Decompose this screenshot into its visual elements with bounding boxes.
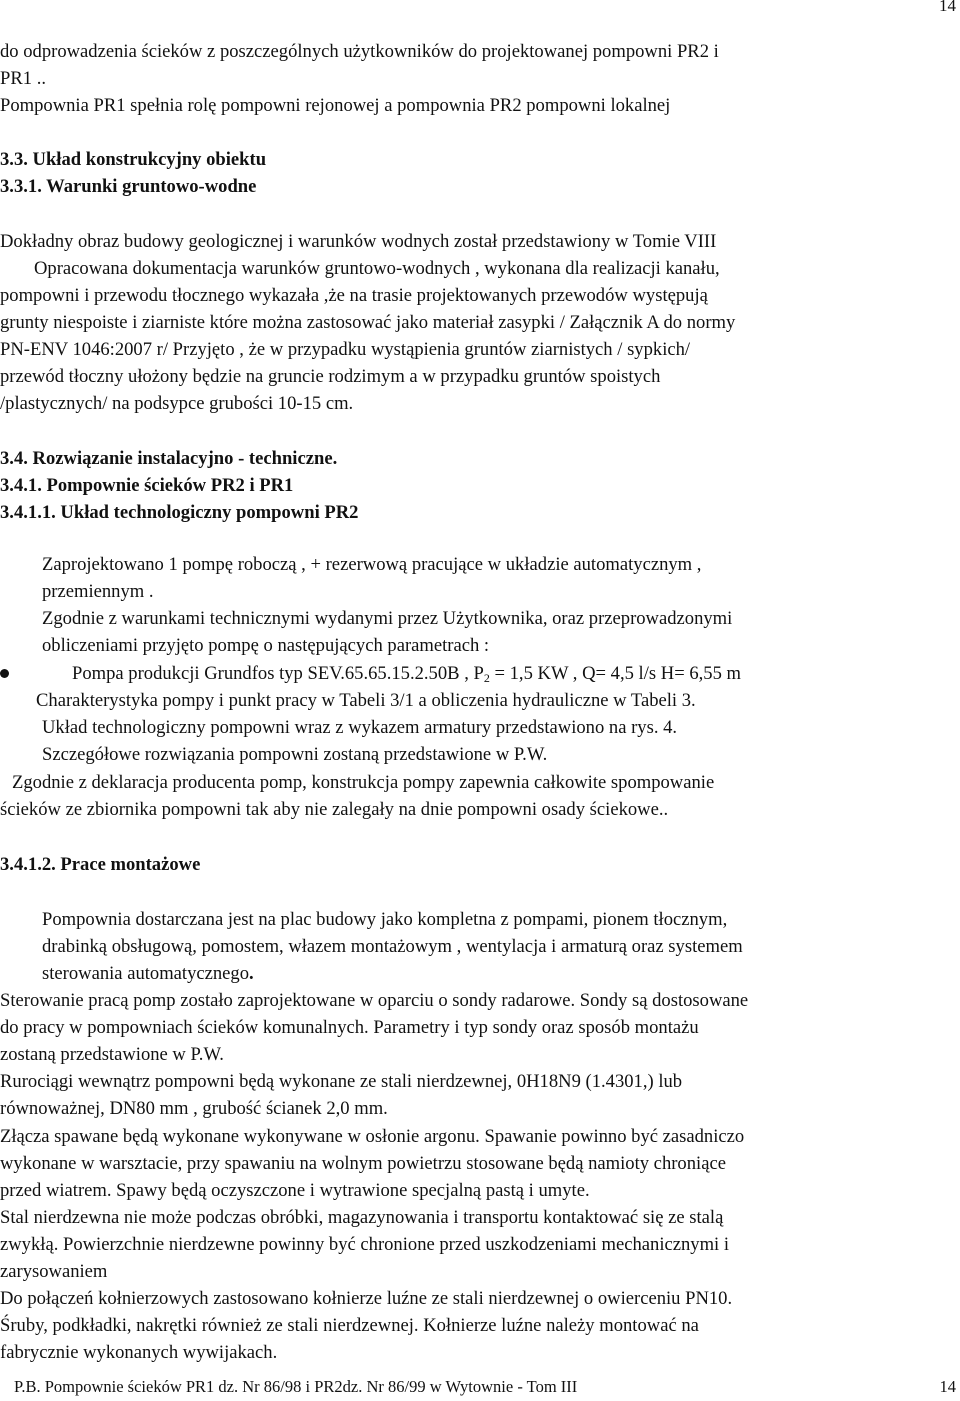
section-heading: 3.3. Układ konstrukcyjny obiektu bbox=[0, 149, 267, 170]
body-line: Zaprojektowano 1 pompę roboczą , + rezerwową pracujące w układzie automatycznym , bbox=[42, 554, 702, 575]
body-line: do pracy w pompowniach ścieków komunalnych. Parametry i typ sondy oraz sposób montażu bbox=[0, 1017, 699, 1038]
pump-spec-text-end: = 1,5 KW , Q= 4,5 l/s H= 6,55 m bbox=[489, 663, 741, 684]
pump-spec-text: Pompa produkcji Grundfos typ SEV.65.65.15.2.50B , P bbox=[72, 663, 484, 684]
section-heading: 3.4.1.2. Prace montażowe bbox=[0, 854, 201, 875]
body-line-text: sterowania automatycznego bbox=[42, 963, 250, 984]
body-line: przemiennym . bbox=[42, 581, 154, 602]
body-line bbox=[42, 962, 254, 986]
body-line: zwykłą. Powierzchnie nierdzewne powinny być chronione przed uszkodzeniami mechanicznymi i bbox=[0, 1234, 730, 1255]
body-line: Zgodnie z deklaracja producenta pomp, konstrukcja pompy zapewnia całkowite spompowanie bbox=[12, 772, 715, 793]
body-line: przed wiatrem. Spawy będą oczyszczone i wytrawione specjalną pastą i umyte. bbox=[0, 1180, 590, 1201]
section-heading: 3.4. Rozwiązanie instalacyjno - techniczne. bbox=[0, 448, 338, 469]
body-line: obliczeniami przyjęto pompę o następujących parametrach : bbox=[42, 635, 490, 656]
body-line: Pompownia dostarczana jest na plac budowy jako kompletna z pompami, pionem tłocznym, bbox=[42, 909, 728, 930]
body-line: ścieków ze zbiornika pompowni tak aby nie zalegały na dnie pompowni osady ściekowe.. bbox=[0, 799, 669, 820]
body-line: wykonane w warsztacie, przy spawaniu na wolnym powietrzu stosowane będą namioty chroniące bbox=[0, 1153, 726, 1174]
section-heading: 3.4.1.1. Układ technologiczny pompowni PR2 bbox=[0, 502, 359, 523]
body-line: PN-ENV 1046:2007 r/ Przyjęto , że w przypadku wystąpienia gruntów ziarnistych / sypkich/ bbox=[0, 339, 691, 360]
body-line: zarysowaniem bbox=[0, 1261, 108, 1282]
body-line: Zgodnie z warunkami technicznymi wydanymi przez Użytkownika, oraz przeprowadzonymi bbox=[42, 608, 733, 629]
body-line: Stal nierdzewna nie może podczas obróbki, magazynowania i transportu kontaktować się ze stalą bbox=[0, 1207, 724, 1228]
body-line: Szczegółowe rozwiązania pompowni zostaną przedstawione w P.W. bbox=[42, 744, 548, 765]
page-number-top: 14 bbox=[939, 0, 956, 15]
body-line: Rurociągi wewnątrz pompowni będą wykonane ze stali nierdzewnej, 0H18N9 (1.4301,) lub bbox=[0, 1071, 683, 1092]
body-line: grunty niespoiste i ziarniste które można zastosować jako materiał zasypki / Załącznik A do normy bbox=[0, 312, 736, 333]
body-line: zostaną przedstawione w P.W. bbox=[0, 1044, 224, 1065]
body-line: fabrycznie wykonanych wywijakach. bbox=[0, 1342, 278, 1363]
body-line: Charakterystyka pompy i punkt pracy w Tabeli 3/1 a obliczenia hydrauliczne w Tabeli 3. bbox=[36, 690, 696, 711]
body-line: Śruby, podkładki, nakrętki również ze stali nierdzewnej. Kołnierze luźne należy montować na bbox=[0, 1315, 699, 1336]
body-line-period: . bbox=[249, 963, 254, 984]
section-heading: 3.3.1. Warunki gruntowo-wodne bbox=[0, 176, 257, 197]
body-line: Opracowana dokumentacja warunków gruntowo-wodnych , wykonana dla realizacji kanału, bbox=[34, 258, 720, 279]
body-line: przewód tłoczny ułożony będzie na gruncie rodzimym a w przypadku gruntów spoistych bbox=[0, 366, 661, 387]
pump-spec-subscript: 2 bbox=[483, 671, 490, 685]
bullet-icon bbox=[0, 669, 9, 678]
body-line: PR1 .. bbox=[0, 68, 46, 89]
body-line: równoważnej, DN80 mm , grubość ścianek 2,0 mm. bbox=[0, 1098, 388, 1119]
footer-page-number: 14 bbox=[939, 1377, 956, 1396]
pump-spec-line bbox=[72, 662, 741, 686]
body-line: pompowni i przewodu tłocznego wykazała ,że na trasie projektowanych przewodów występują bbox=[0, 285, 708, 306]
body-line: Do połączeń kołnierzowych zastosowano kołnierze luźne ze stali nierdzewnej o owierceniu PN10. bbox=[0, 1288, 733, 1309]
body-line: Pompownia PR1 spełnia rolę pompowni rejonowej a pompownia PR2 pompowni lokalnej bbox=[0, 95, 671, 116]
body-line: Sterowanie pracą pomp zostało zaprojektowane w oparciu o sondy radarowe. Sondy są dostosowane bbox=[0, 990, 749, 1011]
body-line: drabinką obsługową, pomostem, włazem montażowym , wentylacja i armaturą oraz systemem bbox=[42, 936, 743, 957]
body-line: Złącza spawane będą wykonane wykonywane w osłonie argonu. Spawanie powinno być zasadniczo bbox=[0, 1126, 745, 1147]
section-heading: 3.4.1. Pompownie ścieków PR2 i PR1 bbox=[0, 475, 294, 496]
body-line: Dokładny obraz budowy geologicznej i warunków wodnych został przedstawiony w Tomie VIII bbox=[0, 231, 717, 252]
body-line: do odprowadzenia ścieków z poszczególnych użytkowników do projektowanej pompowni PR2 i bbox=[0, 41, 719, 62]
footer-text: P.B. Pompownie ścieków PR1 dz. Nr 86/98 i PR2dz. Nr 86/99 w Wytownie - Tom III bbox=[14, 1377, 578, 1396]
body-line: /plastycznych/ na podsypce grubości 10-15 cm. bbox=[0, 393, 354, 414]
body-line: Układ technologiczny pompowni wraz z wykazem armatury przedstawiono na rys. 4. bbox=[42, 717, 678, 738]
